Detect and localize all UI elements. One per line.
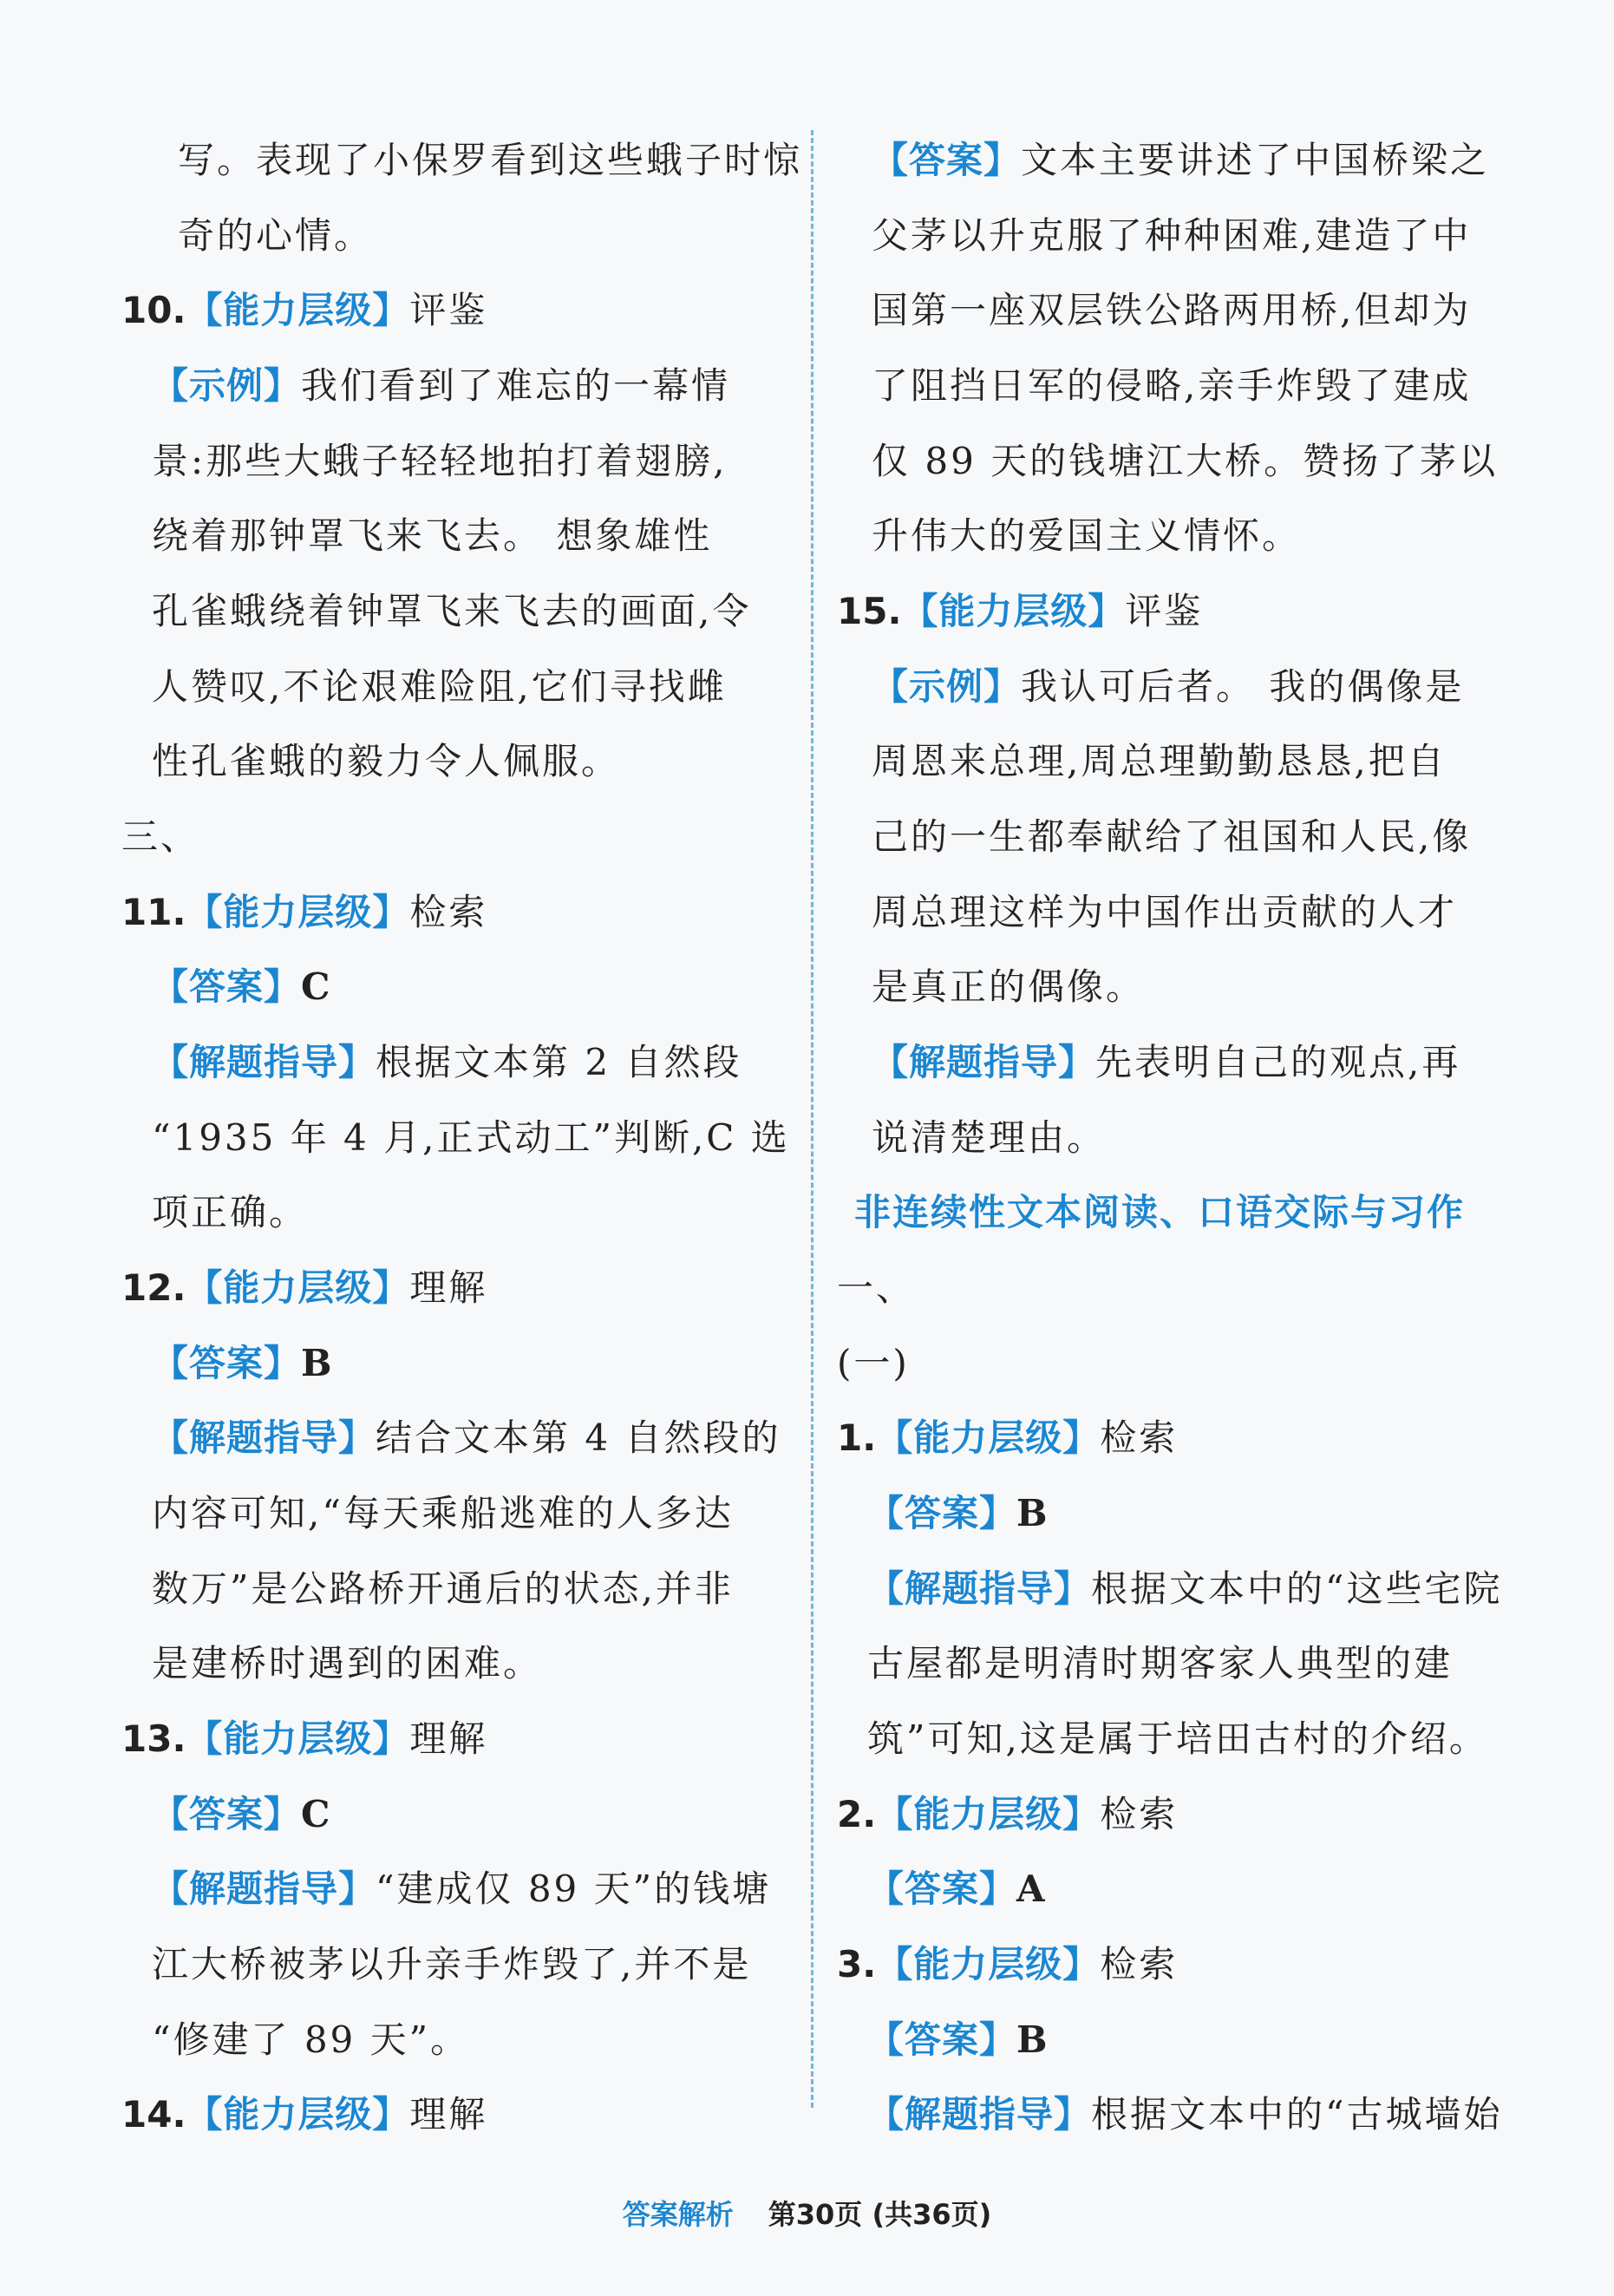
answer-tag: 【答案】 (152, 965, 302, 1008)
example-text: 我们看到了难忘的一幕情 (301, 364, 731, 407)
question-number: 12. (121, 1266, 186, 1309)
guide-line (867, 1554, 1503, 1624)
guide-tag: 【解题指导】 (872, 1041, 1096, 1083)
answer-line (867, 1479, 1050, 1548)
page-number: 第30页 (共36页) (768, 2198, 992, 2231)
guide-line (152, 1854, 771, 1924)
question-number: 3. (837, 1943, 877, 1985)
question-number: 11. (121, 891, 186, 933)
text-line: 项正确。 (152, 1191, 309, 1233)
guide-line (152, 1403, 781, 1473)
answer-value: C (301, 965, 333, 1008)
column-divider (811, 130, 814, 2108)
guide-tag: 【解题指导】 (152, 1041, 376, 1083)
text-line: 数万”是公路桥开通后的状态,并非 (152, 1567, 734, 1610)
answer-text: 文本主要讲述了中国桥梁之 (1021, 139, 1490, 181)
page-footer (0, 2193, 1614, 2233)
answer-value: A (1016, 1868, 1048, 1910)
text-line: 周总理这样为中国作出贡献的人才 (872, 891, 1458, 933)
answer-tag: 【答案】 (152, 1342, 302, 1384)
text-line: 是建桥时遇到的困难。 (152, 1642, 543, 1684)
guide-text: 根据文本中的“这些宅院 (1091, 1567, 1503, 1610)
text-line: 江大桥被茅以升亲手炸毁了,并不是 (152, 1943, 752, 1985)
ability-level: 评鉴 (1125, 590, 1204, 632)
question-11 (121, 878, 487, 947)
guide-tag: 【解题指导】 (152, 1416, 376, 1459)
example-tag: 【示例】 (152, 364, 302, 407)
text-line: 是真正的偶像。 (872, 965, 1146, 1008)
question-number: 10. (121, 289, 186, 331)
text-line: 说清楚理由。 (872, 1116, 1107, 1159)
text-line: 绕着那钟罩飞来飞去。 想象雄性 (152, 514, 713, 557)
ability-level-tag: 【能力层级】 (186, 2093, 410, 2136)
question-13 (121, 1704, 487, 1774)
guide-text: “建成仅 89 天”的钱塘 (376, 1868, 772, 1910)
text-line: “1935 年 4 月,正式动工”判断,C 选 (152, 1116, 790, 1159)
answer-line (152, 1780, 332, 1849)
ability-level: 检索 (1100, 1416, 1179, 1459)
answer-tag: 【答案】 (867, 1868, 1017, 1910)
text-line: 仅 89 天的钱塘江大桥。赞扬了茅以 (872, 440, 1499, 482)
example-line (872, 652, 1464, 722)
question-10 (121, 276, 487, 345)
section-title: 非连续性文本阅读、口语交际与习作 (854, 1191, 1466, 1233)
ability-level-tag: 【能力层级】 (876, 1943, 1101, 1985)
ability-level-tag: 【能力层级】 (876, 1793, 1101, 1835)
question-15 (837, 577, 1203, 646)
ability-level-tag: 【能力层级】 (186, 1266, 410, 1309)
question-number: 15. (837, 590, 902, 632)
question-number: 2. (837, 1793, 877, 1835)
guide-text: 结合文本第 4 自然段的 (376, 1416, 781, 1459)
ability-level: 检索 (1100, 1793, 1179, 1835)
answer-tag: 【答案】 (152, 1793, 302, 1835)
guide-line (152, 1028, 742, 1097)
ability-level: 理解 (409, 1717, 488, 1760)
text-line: 人赞叹,不论艰难险阻,它们寻找雌 (152, 665, 727, 708)
guide-text: 先表明自己的观点,再 (1095, 1041, 1461, 1083)
text-line: 了阻挡日军的侵略,亲手炸毁了建成 (872, 364, 1472, 407)
section-heading: 三、 (121, 815, 200, 858)
example-text: 我认可后者。 我的偶像是 (1021, 665, 1465, 708)
footer-label: 答案解析 (622, 2198, 734, 2231)
question-14 (121, 2080, 487, 2149)
question-12 (121, 1253, 487, 1323)
answer-line (152, 1329, 335, 1398)
text-line: 国第一座双层铁公路两用桥,但却为 (872, 289, 1472, 331)
text-line: 景:那些大蛾子轻轻地拍打着翅膀, (152, 440, 728, 482)
ability-level-tag: 【能力层级】 (186, 289, 410, 331)
text-line: 性孔雀蛾的毅力令人佩服。 (152, 740, 621, 782)
guide-text: 根据文本第 2 自然段 (376, 1041, 742, 1083)
text-line: “修建了 89 天”。 (152, 2018, 470, 2061)
question-number: 13. (121, 1717, 186, 1760)
ability-level: 理解 (409, 1266, 488, 1309)
answer-line (872, 126, 1489, 195)
question-number: 1. (837, 1416, 877, 1459)
answer-tag: 【答案】 (867, 2018, 1017, 2061)
text-line: 父茅以升克服了种种困难,建造了中 (872, 214, 1472, 257)
question-number: 14. (121, 2093, 186, 2136)
answer-tag: 【答案】 (867, 1492, 1017, 1534)
answer-value: C (301, 1793, 333, 1835)
guide-text: 根据文本中的“古城墙始 (1091, 2093, 1503, 2136)
answer-line (152, 952, 332, 1022)
ability-level: 理解 (409, 2093, 488, 2136)
answer-value: B (1016, 2018, 1050, 2061)
guide-line (867, 2080, 1503, 2149)
ability-level: 评鉴 (409, 289, 488, 331)
text-line: 己的一生都奉献给了祖国和人民,像 (872, 815, 1472, 858)
guide-tag: 【解题指导】 (867, 1567, 1092, 1610)
question-2 (837, 1780, 1178, 1849)
subsection-heading: (一) (837, 1342, 910, 1384)
section-heading: 一、 (837, 1266, 916, 1309)
text-line: 古屋都是明清时期客家人典型的建 (867, 1642, 1454, 1684)
text-line: 奇的心情。 (178, 214, 374, 257)
text-line: 周恩来总理,周总理勤勤恳恳,把自 (872, 740, 1447, 782)
text-line: 写。表现了小保罗看到这些蛾子时惊 (178, 139, 803, 181)
ability-level-tag: 【能力层级】 (901, 590, 1126, 632)
text-line: 升伟大的爱国主义情怀。 (872, 514, 1302, 557)
answer-tag: 【答案】 (872, 139, 1022, 181)
answer-value: B (1016, 1492, 1050, 1534)
example-line (152, 351, 730, 421)
question-1 (837, 1403, 1178, 1473)
ability-level: 检索 (1100, 1943, 1179, 1985)
ability-level: 检索 (409, 891, 488, 933)
answer-value: B (301, 1342, 335, 1384)
ability-level-tag: 【能力层级】 (186, 1717, 410, 1760)
guide-tag: 【解题指导】 (152, 1868, 376, 1910)
ability-level-tag: 【能力层级】 (876, 1416, 1101, 1459)
text-line: 内容可知,“每天乘船逃难的人多达 (152, 1492, 734, 1534)
answer-line (867, 2005, 1050, 2075)
question-3 (837, 1930, 1178, 1999)
ability-level-tag: 【能力层级】 (186, 891, 410, 933)
answer-line (867, 1854, 1048, 1924)
text-line: 筑”可知,这是属于培田古村的介绍。 (867, 1717, 1488, 1760)
guide-tag: 【解题指导】 (867, 2093, 1092, 2136)
text-line: 孔雀蛾绕着钟罩飞来飞去的画面,令 (152, 590, 752, 632)
example-tag: 【示例】 (872, 665, 1022, 708)
guide-line (872, 1028, 1460, 1097)
